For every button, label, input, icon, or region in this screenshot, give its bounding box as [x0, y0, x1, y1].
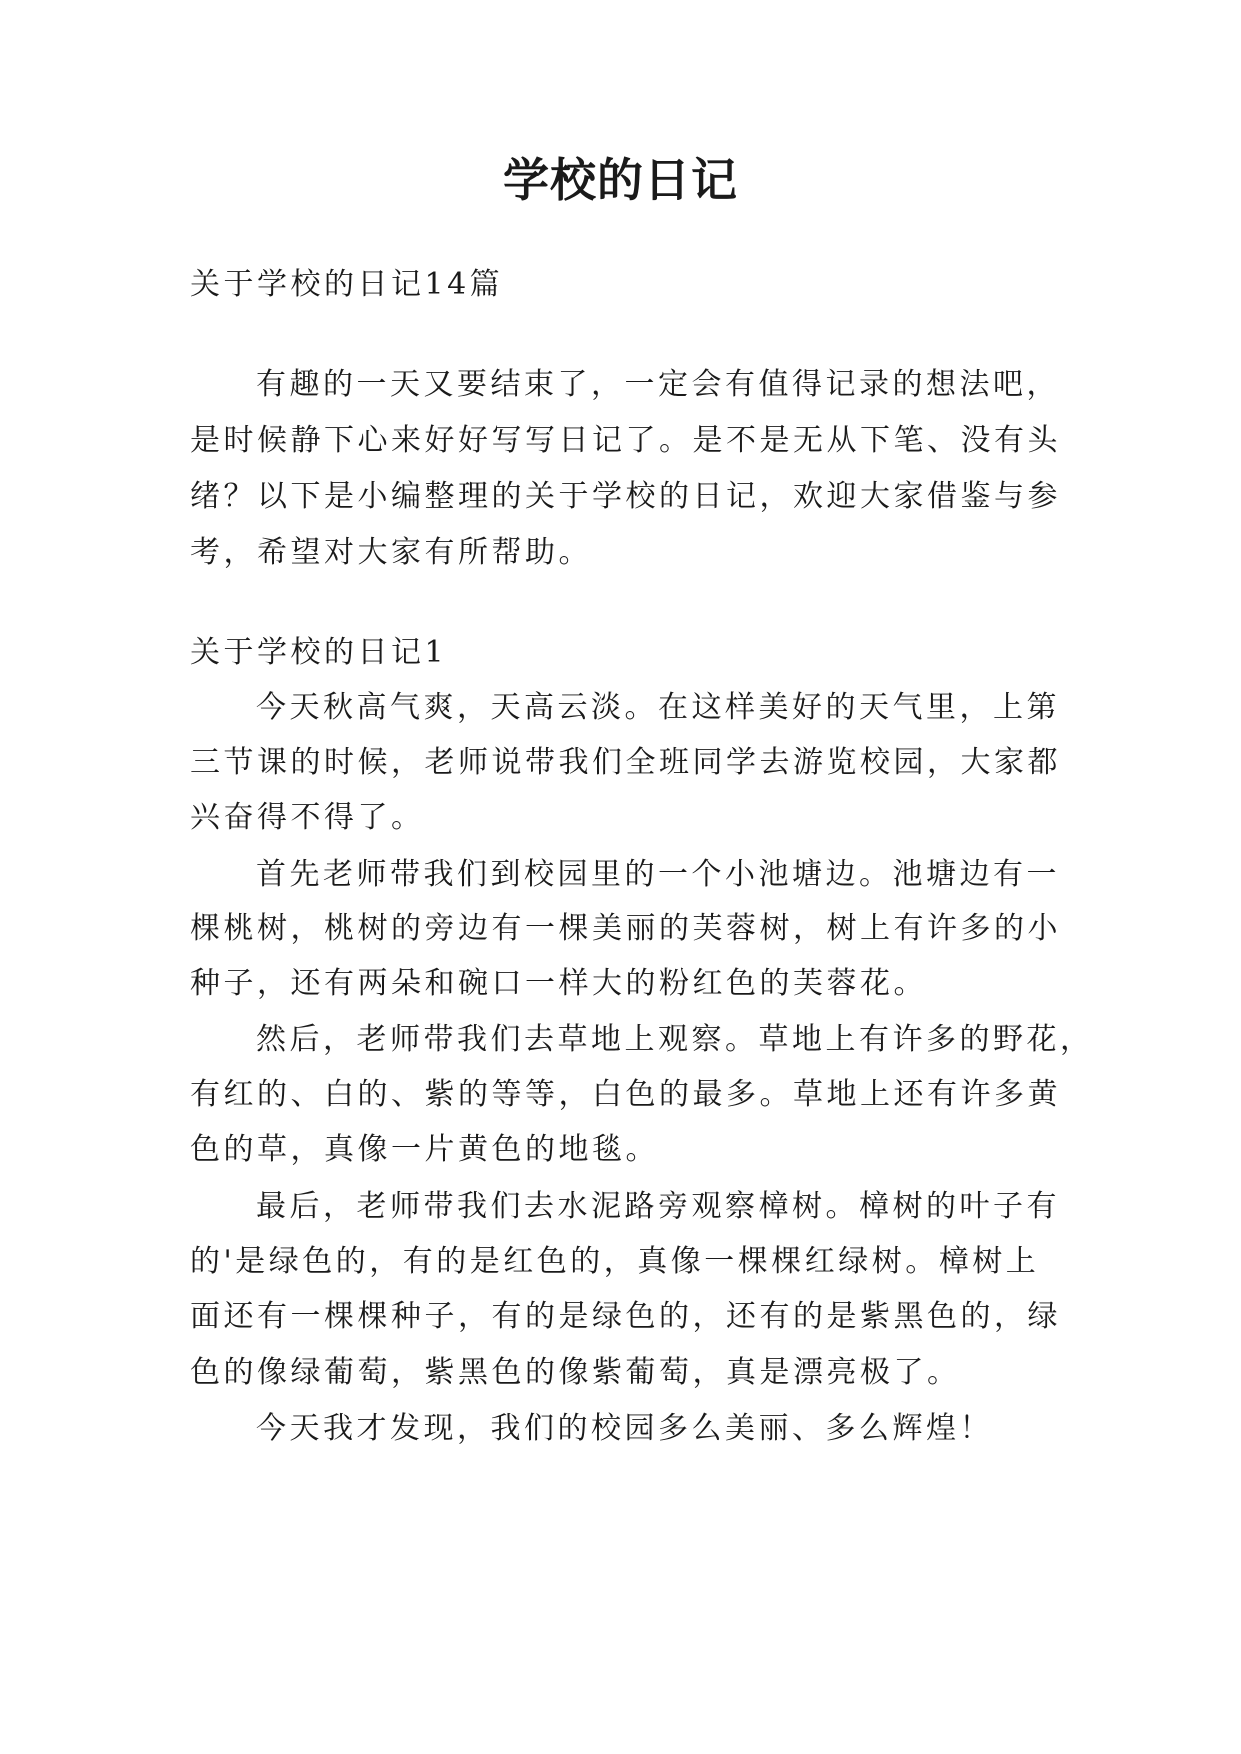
intro-line: 有趣的一天又要结束了，一定会有值得记录的想法吧，	[256, 367, 1060, 402]
paragraph-line: 三节课的时候，老师说带我们全班同学去游览校园，大家都	[190, 745, 1061, 780]
intro-line: 绪？以下是小编整理的关于学校的日记，欢迎大家借鉴与参	[190, 479, 1061, 514]
section-heading: 关于学校的日记1	[190, 635, 448, 670]
paragraph-line: 有红的、白的、紫的等等，白色的最多。草地上还有许多黄	[190, 1077, 1061, 1112]
document-subtitle: 关于学校的日记14篇	[190, 267, 504, 302]
paragraph-line: 然后，老师带我们去草地上观察。草地上有许多的野花，	[256, 1022, 1094, 1057]
paragraph-line: 种子，还有两朵和碗口一样大的粉红色的芙蓉花。	[190, 966, 927, 1001]
paragraph-line: 今天秋高气爽，天高云淡。在这样美好的天气里，上第	[256, 690, 1060, 725]
paragraph-line: 兴奋得不得了。	[190, 800, 425, 835]
paragraph-line: 色的草，真像一片黄色的地毯。	[190, 1132, 659, 1167]
paragraph-line: 首先老师带我们到校园里的一个小池塘边。池塘边有一	[256, 857, 1060, 892]
paragraph-line: 棵桃树，桃树的旁边有一棵美丽的芙蓉树，树上有许多的小	[190, 911, 1061, 946]
paragraph-line: 色的像绿葡萄，紫黑色的像紫葡萄，真是漂亮极了。	[190, 1355, 961, 1390]
paragraph-line: 的'是绿色的，有的是红色的，真像一棵棵红绿树。樟树上	[190, 1244, 1040, 1279]
intro-line: 是时候静下心来好好写写日记了。是不是无从下笔、没有头	[190, 423, 1061, 458]
document-title: 学校的日记	[503, 153, 738, 207]
paragraph-line: 最后，老师带我们去水泥路旁观察樟树。樟树的叶子有	[256, 1189, 1060, 1224]
intro-line: 考，希望对大家有所帮助。	[190, 535, 592, 570]
paragraph-line: 今天我才发现，我们的校园多么美丽、多么辉煌！	[256, 1411, 993, 1446]
paragraph-line: 面还有一棵棵种子，有的是绿色的，还有的是紫黑色的，绿	[190, 1299, 1061, 1334]
